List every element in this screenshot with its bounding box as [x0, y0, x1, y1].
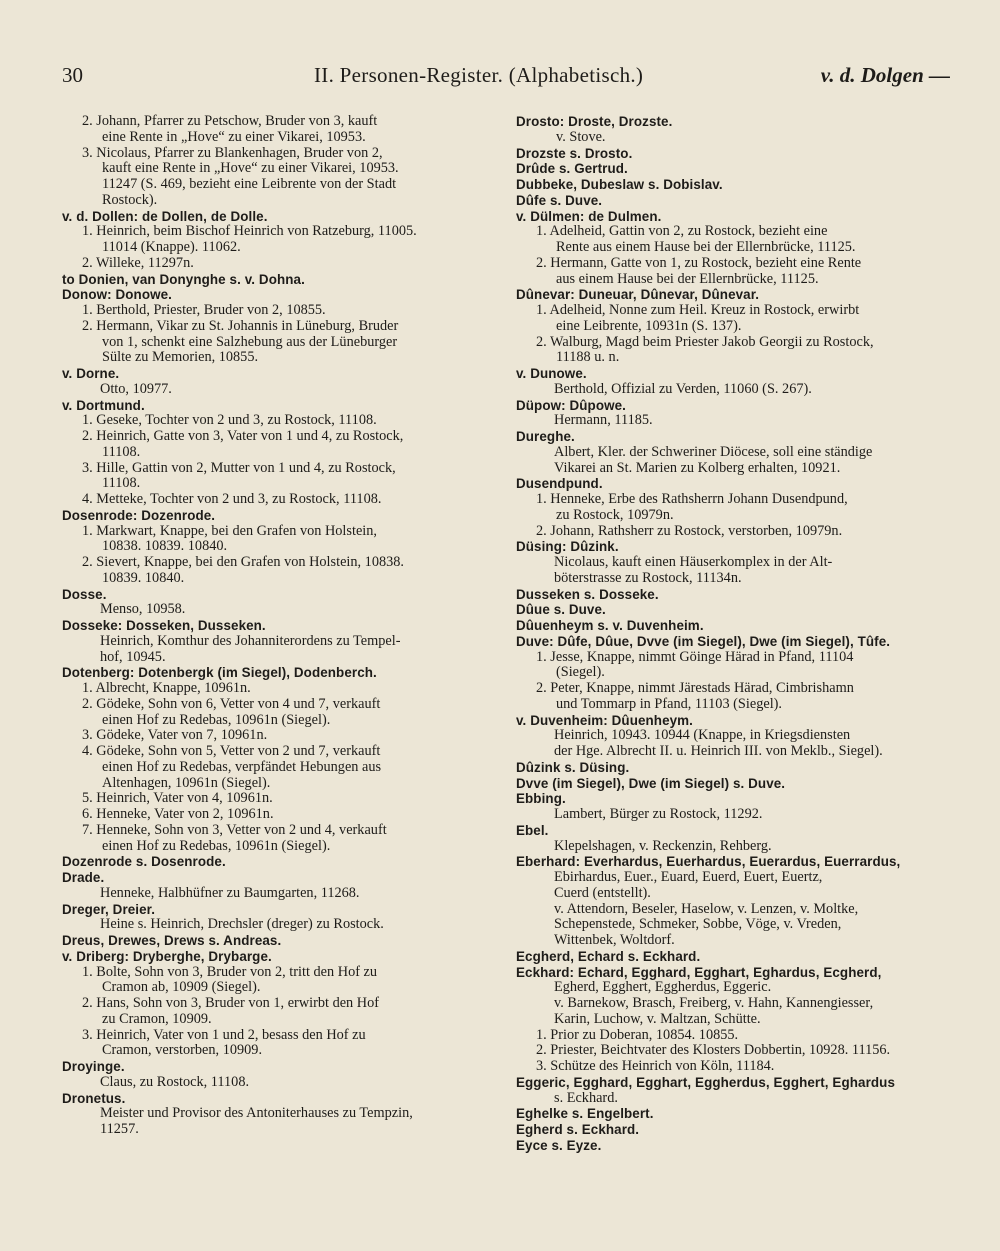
entry-line: einen Hof zu Redebas, 10961n (Siegel). — [102, 712, 331, 728]
entry-heading: v. Dunowe. — [516, 366, 587, 381]
entry-heading: Dûuenheym s. v. Duvenheim. — [516, 618, 704, 633]
entry-line: 2. Sievert, Knappe, bei den Grafen von Holstein, 10838. — [82, 555, 405, 570]
entry-heading: Dotenberg: Dotenbergk (im Siegel), Dodenberch. — [62, 665, 377, 681]
entry-line: Ebirhardus, Euer., Euard, Euerd, Euert, Euertz, — [554, 870, 823, 885]
entry-line: Claus, zu Rostock, 11108. — [100, 1074, 250, 1090]
entry-line: 3. Gödeke, Vater von 7, 10961n. — [82, 728, 268, 744]
entry-heading: Düsing: Dûzink. — [516, 539, 619, 555]
entry-line: Heine s. Heinrich, Drechsler (dreger) zu Rostock. — [100, 917, 384, 933]
entry-line: eine Leibrente, 10931n (S. 137). — [556, 318, 742, 334]
entry-heading: Duve: Dûfe, Dûue, Dvve (im Siegel), Dwe (im Siegel), Tûfe. — [516, 633, 891, 649]
entry-line: 11108. — [102, 476, 141, 492]
entry-line: eine Rente in „Hove“ zu einer Vikarei, 10953. — [102, 129, 366, 145]
right-column — [516, 114, 946, 1154]
page-header — [62, 63, 950, 95]
entry-line: hof, 10945. — [100, 649, 166, 665]
entry-heading: Dusendpund. — [516, 476, 603, 492]
entry-heading: v. Dülmen: de Dulmen. — [516, 208, 662, 224]
entry-heading: Drozste s. Drosto. — [516, 145, 633, 161]
entry-line: 4. Gödeke, Sohn von 5, Vetter von 2 und 7, verkauft — [82, 744, 381, 759]
entry-heading: Donow: Donowe. — [62, 287, 172, 303]
left-column — [62, 114, 494, 1138]
entry-line: v. Barnekow, Brasch, Freiberg, v. Hahn, Kannengiesser, — [554, 996, 874, 1011]
entry-line: 2. Hermann, Vikar zu St. Johannis in Lüneburg, Bruder — [82, 318, 399, 334]
entry-line: 1. Heinrich, beim Bischof Heinrich von Ratzeburg, 11005. — [82, 224, 417, 240]
entry-line: 1. Henneke, Erbe des Rathsherrn Johann Dusendpund, — [536, 492, 848, 507]
entry-line: s. Eckhard. — [554, 1090, 618, 1106]
entry-line: der Hge. Albrecht II. u. Heinrich III. von Meklb., Siegel). — [554, 744, 883, 759]
entry-line: Rente aus einem Hause bei der Ellernbrücke, 11125. — [556, 240, 856, 255]
entry-line: 11247 (S. 469, bezieht eine Leibrente von der Stadt — [102, 177, 397, 192]
page-number: 30 — [62, 63, 83, 87]
entry-heading: Ebbing. — [516, 791, 566, 807]
entry-line: 1. Bolte, Sohn von 3, Bruder von 2, tritt den Hof zu — [82, 964, 378, 980]
entry-line: einen Hof zu Redebas, verpfändet Hebungen aus — [102, 759, 382, 775]
entry-line: 3. Schütze des Heinrich von Köln, 11184. — [536, 1059, 775, 1074]
entry-heading: Eyce s. Eyze. — [516, 1137, 602, 1153]
entry-line: 2. Peter, Knappe, nimmt Järestads Härad, Cimbrishamn — [536, 681, 854, 696]
entry-heading: Dosse. — [62, 586, 107, 602]
entry-line: Lambert, Bürger zu Rostock, 11292. — [554, 807, 763, 822]
entry-heading: Droyinge. — [62, 1059, 125, 1074]
entry-line: Henneke, Halbhüfner zu Baumgarten, 11268. — [100, 885, 360, 901]
entry-line: 6. Henneke, Vater von 2, 10961n. — [82, 807, 274, 822]
entry-heading: Dreus, Drewes, Drews s. Andreas. — [62, 933, 282, 948]
entry-line: 2. Johann, Pfarrer zu Petschow, Bruder von 3, kauft — [82, 114, 378, 129]
entry-line: v. Stove. — [556, 129, 606, 145]
entry-line: Meister und Provisor des Antoniterhauses zu Tempzin, — [100, 1106, 413, 1122]
entry-line: Heinrich, 10943. 10944 (Knappe, in Kriegsdiensten — [554, 728, 851, 744]
entry-line: v. Attendorn, Beseler, Haselow, v. Lenzen, v. Moltke, — [554, 901, 859, 917]
entry-heading: Drade. — [62, 870, 105, 885]
entry-line: Rostock). — [102, 192, 158, 208]
entry-heading: Dureghe. — [516, 429, 575, 444]
entry-line: Cramon ab, 10909 (Siegel). — [102, 980, 261, 996]
entry-line: Altenhagen, 10961n (Siegel). — [102, 775, 271, 791]
entry-heading: Dûfe s. Duve. — [516, 192, 603, 208]
entry-line: 1. Adelheid, Gattin von 2, zu Rostock, bezieht eine — [536, 224, 828, 240]
entry-line: 3. Heinrich, Vater von 1 und 2, besass den Hof zu — [82, 1027, 366, 1043]
entry-line: 2. Willeke, 11297n. — [82, 255, 194, 271]
entry-heading: Dûzink s. Düsing. — [516, 759, 630, 775]
entry-line: Cramon, verstorben, 10909. — [102, 1043, 263, 1059]
entry-heading: Eckhard: Echard, Egghard, Egghart, Eghardus, Ecgherd, — [516, 964, 882, 980]
entry-line: zu Cramon, 10909. — [102, 1011, 212, 1027]
entry-line: 11188 u. n. — [556, 350, 620, 366]
entry-line: böterstrasse zu Rostock, 11134n. — [554, 570, 742, 586]
entry-line: Heinrich, Komthur des Johanniterordens zu Tempel- — [100, 633, 401, 649]
entry-line: Cuerd (entstellt). — [554, 885, 651, 901]
entry-line: zu Rostock, 10979n. — [556, 507, 674, 523]
entry-line: 2. Priester, Beichtvater des Klosters Dobbertin, 10928. 11156. — [536, 1043, 891, 1059]
entry-line: Albert, Kler. der Schweriner Diöcese, soll eine ständige — [554, 444, 873, 460]
entry-heading: Dubbeke, Dubeslaw s. Dobislav. — [516, 177, 723, 192]
entry-line: 4. Metteke, Tochter von 2 und 3, zu Rostock, 11108. — [82, 492, 382, 507]
entry-heading: Drosto: Droste, Drozste. — [516, 114, 673, 129]
entry-line: 10838. 10839. 10840. — [102, 539, 228, 555]
entry-line: Otto, 10977. — [100, 381, 172, 397]
entry-line: 10839. 10840. — [102, 570, 185, 586]
entry-heading: Drûde s. Gertrud. — [516, 161, 628, 177]
entry-heading: Dozenrode s. Dosenrode. — [62, 854, 226, 870]
entry-line: 1. Markwart, Knappe, bei den Grafen von Holstein, — [82, 523, 377, 539]
entry-line: 1. Prior zu Doberan, 10854. 10855. — [536, 1027, 739, 1043]
entry-heading: Ebel. — [516, 822, 549, 838]
entry-heading: Dreger, Dreier. — [62, 901, 156, 917]
entry-heading: Eggeric, Egghard, Egghart, Eggherdus, Egghert, Eghardus — [516, 1074, 895, 1090]
entry-line: 2. Hans, Sohn von 3, Bruder von 1, erwirbt den Hof — [82, 996, 380, 1011]
entry-line: Nicolaus, kauft einen Häuserkomplex in der Alt- — [554, 555, 833, 570]
entry-line: 2. Johann, Rathsherr zu Rostock, verstorben, 10979n. — [536, 523, 843, 539]
entry-line: 5. Heinrich, Vater von 4, 10961n. — [82, 791, 273, 807]
entry-line: 1. Geseke, Tochter von 2 und 3, zu Rostock, 11108. — [82, 413, 377, 429]
entry-heading: Eghelke s. Engelbert. — [516, 1106, 654, 1122]
entry-heading: Dvve (im Siegel), Dwe (im Siegel) s. Duve. — [516, 775, 786, 791]
entry-heading: Dosenrode: Dozenrode. — [62, 507, 216, 523]
entry-line: kauft eine Rente in „Hove“ zu einer Vikarei, 10953. — [102, 161, 399, 177]
entry-line: 7. Henneke, Sohn von 3, Vetter von 2 und 4, verkauft — [82, 822, 387, 838]
entry-line: 2. Heinrich, Gatte von 3, Vater von 1 und 4, zu Rostock, — [82, 429, 404, 444]
entry-heading: v. Dorne. — [62, 366, 120, 381]
entry-line: von 1, schenkt eine Salzhebung aus der Lüneburger — [102, 334, 398, 350]
entry-heading: v. Dortmund. — [62, 397, 145, 413]
entry-line: 1. Berthold, Priester, Bruder von 2, 10855. — [82, 303, 326, 318]
entry-heading: Düpow: Dûpowe. — [516, 397, 626, 413]
entry-line: Egherd, Egghert, Eggherdus, Eggeric. — [554, 980, 772, 996]
entry-line: 2. Gödeke, Sohn von 6, Vetter von 4 und 7, verkauft — [82, 696, 381, 712]
entry-line: 1. Adelheid, Nonne zum Heil. Kreuz in Rostock, erwirbt — [536, 303, 860, 318]
entry-heading: Egherd s. Eckhard. — [516, 1122, 640, 1137]
running-head: v. d. Dolgen — — [820, 63, 950, 87]
entry-line: Wittenbek, Woltdorf. — [554, 933, 675, 948]
entry-line: Menso, 10958. — [100, 602, 186, 618]
entry-line: aus einem Hause bei der Ellernbrücke, 11125. — [556, 271, 819, 287]
entry-line: einen Hof zu Redebas, 10961n (Siegel). — [102, 838, 331, 854]
entry-line: 3. Nicolaus, Pfarrer zu Blankenhagen, Bruder von 2, — [82, 145, 383, 161]
entry-heading: v. Driberg: Dryberghe, Drybarge. — [62, 948, 272, 964]
entry-line: Karin, Luchow, v. Maltzan, Schütte. — [554, 1011, 761, 1027]
entry-line: Klepelshagen, v. Reckenzin, Rehberg. — [554, 838, 772, 854]
entry-heading: Dûue s. Duve. — [516, 602, 606, 618]
entry-heading: Dronetus. — [62, 1090, 126, 1106]
entry-line: 11257. — [100, 1122, 139, 1137]
entry-line: Vikarei an St. Marien zu Kolberg erhalten, 10921. — [554, 460, 841, 476]
entry-line: Berthold, Offizial zu Verden, 11060 (S. 267). — [554, 381, 812, 397]
entry-heading: v. d. Dollen: de Dollen, de Dolle. — [62, 208, 268, 224]
entry-line: 11108. — [102, 444, 141, 460]
entry-heading: Dusseken s. Dosseke. — [516, 586, 659, 602]
entry-line: 3. Hille, Gattin von 2, Mutter von 1 und 4, zu Rostock, — [82, 460, 396, 476]
entry-line: 2. Hermann, Gatte von 1, zu Rostock, bezieht eine Rente — [536, 255, 862, 271]
entry-heading: Eberhard: Everhardus, Euerhardus, Euerardus, Euerrardus, — [516, 854, 901, 870]
entry-heading: Dosseke: Dosseken, Dusseken. — [62, 618, 266, 633]
entry-line: (Siegel). — [556, 665, 605, 681]
entry-line: 11014 (Knappe). 11062. — [102, 240, 241, 255]
entry-line: 2. Walburg, Magd beim Priester Jakob Georgii zu Rostock, — [536, 334, 874, 350]
entry-line: 1. Jesse, Knappe, nimmt Göinge Härad in Pfand, 11104 — [536, 649, 854, 665]
entry-line: 1. Albrecht, Knappe, 10961n. — [82, 681, 251, 696]
entry-heading: Ecgherd, Echard s. Eckhard. — [516, 948, 701, 964]
entry-heading: Dûnevar: Duneuar, Dûnevar, Dûnevar. — [516, 287, 760, 303]
entry-line: Schepenstede, Schmeker, Sobbe, Vöge, v. Vreden, — [554, 917, 842, 933]
entry-line: Hermann, 11185. — [554, 413, 653, 429]
entry-heading: to Donien, van Donynghe s. v. Dohna. — [62, 271, 305, 287]
page-title: II. Personen-Register. (Alphabetisch.) — [314, 63, 644, 87]
entry-line: und Tommarp in Pfand, 11103 (Siegel). — [556, 696, 782, 712]
entry-heading: v. Duvenheim: Dûuenheym. — [516, 712, 694, 728]
entry-line: Sülte zu Memorien, 10855. — [102, 350, 259, 366]
